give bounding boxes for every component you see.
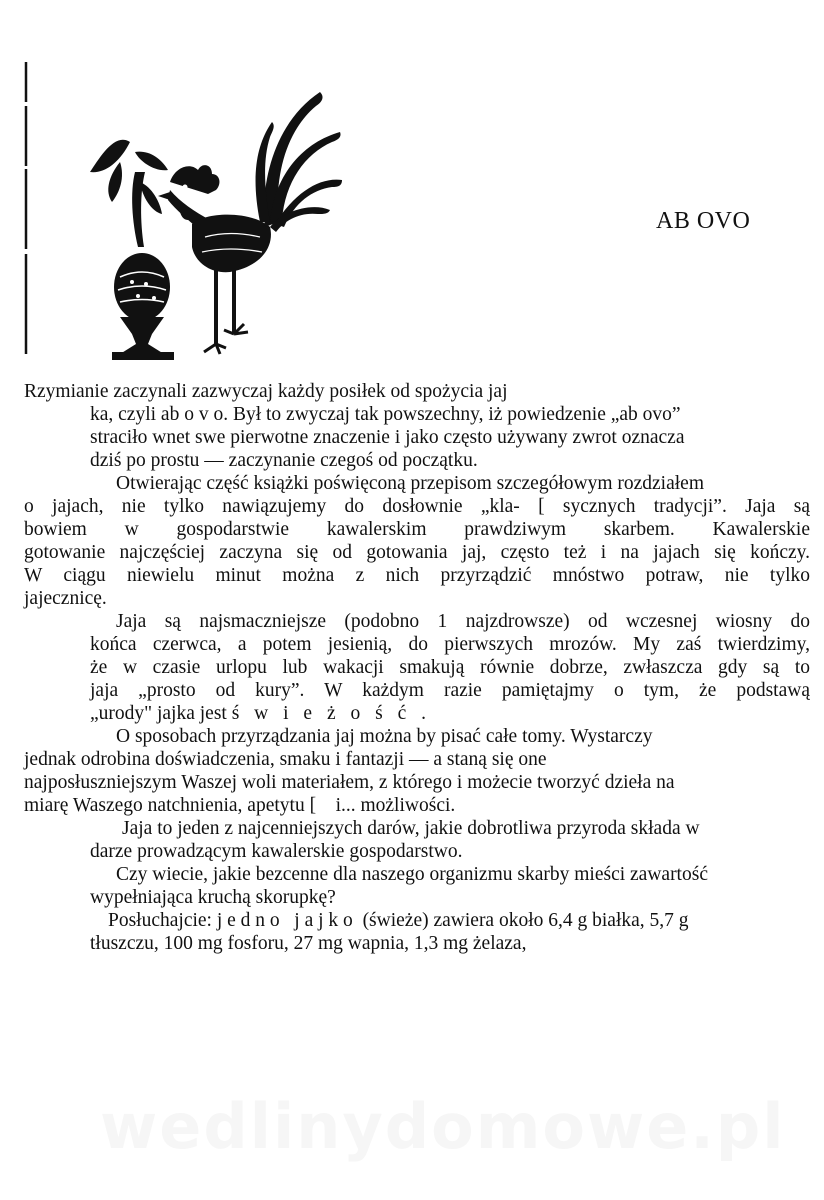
text-line: jaja „prosto od kury”. W każdym razie pamiętajmy o tym, że podstawą <box>90 680 810 701</box>
text-line: O sposobach przyrządzania jaj można by pisać całe tomy. Wystarczy <box>116 726 653 747</box>
text-line: miarę Waszego natchnienia, apetytu [ i... możliwości. <box>24 795 456 816</box>
text-span: Posłuchajcie: <box>108 910 212 931</box>
text-line: dziś po prostu — zaczynanie czegoś od początku. <box>90 450 478 471</box>
text-line: że w czasie urlopu lub wakacji smakują równie dobrze, zwłaszcza gdy są to <box>90 657 810 678</box>
text-span: (świeże) zawiera około 6,4 g białka, 5,7 g <box>362 910 689 931</box>
text-line: Jaja są najsmaczniejsze (podobno 1 najzdrowsze) od wczesnej wiosny do <box>116 611 810 632</box>
text-line: straciło wnet swe pierwotne znaczenie i jako często używany zwrot oznacza <box>90 427 685 448</box>
text-line <box>24 909 810 932</box>
text-line: gotowanie najczęściej zaczyna się od gotowania jaj, często też i na jajach się kończy. <box>24 542 810 563</box>
text-line: Rzymianie zaczynali zazwyczaj każdy posiłek od spożycia jaj <box>24 381 508 402</box>
text-line: ka, czyli ab o v o. Był to zwyczaj tak powszechny, iż powiedzenie „ab ovo” <box>90 404 681 425</box>
watermark: wedlinydomowe.pl <box>100 1090 786 1163</box>
text-line: jajecznicę. <box>24 588 107 609</box>
text-line: najposłuszniejszym Waszej woli materiałem, z którego i możecie tworzyć dzieła na <box>24 772 675 793</box>
emphasis-text: j e d n o j a j k o <box>216 910 353 931</box>
text-line: Jaja to jeden z najcenniejszych darów, jakie dobrotliwa przyroda składa w <box>122 818 700 839</box>
page-title: AB OVO <box>656 208 751 234</box>
text-line: Czy wiecie, jakie bezcenne dla naszego organizmu skarby mieści zawartość <box>116 864 708 885</box>
text-line <box>24 702 810 725</box>
text-line: Otwierając część książki poświęconą przepisom szczegółowym rozdziałem <box>116 473 704 494</box>
text-line: o jajach, nie tylko nawiązujemy do dosłownie „kla- [ sycznych tradycji”. Jaja są <box>24 496 810 517</box>
text-line: bowiem w gospodarstwie kawalerskim prawdziwym skarbem. Kawalerskie <box>24 519 810 540</box>
emphasis-text: ś w i e ż o ś ć . <box>231 703 431 724</box>
text-line: W ciągu niewielu minut można z nich przyrządzić mnóstwo potraw, nie tylko <box>24 565 810 586</box>
article-body <box>24 380 810 955</box>
text-line: darze prowadzącym kawalerskie gospodarstwo. <box>90 841 463 862</box>
text-span: „urody" jajka jest <box>90 703 227 724</box>
text-line: jednak odrobina doświadczenia, smaku i fantazji — a staną się one <box>24 749 547 770</box>
rooster-egg-illustration <box>20 62 350 372</box>
text-line: końca czerwca, a potem jesienią, do pierwszych mrozów. My zaś twierdzimy, <box>90 634 810 655</box>
text-line: wypełniająca kruchą skorupkę? <box>90 887 336 908</box>
text-line: tłuszczu, 100 mg fosforu, 27 mg wapnia, 1,3 mg żelaza, <box>90 933 527 954</box>
